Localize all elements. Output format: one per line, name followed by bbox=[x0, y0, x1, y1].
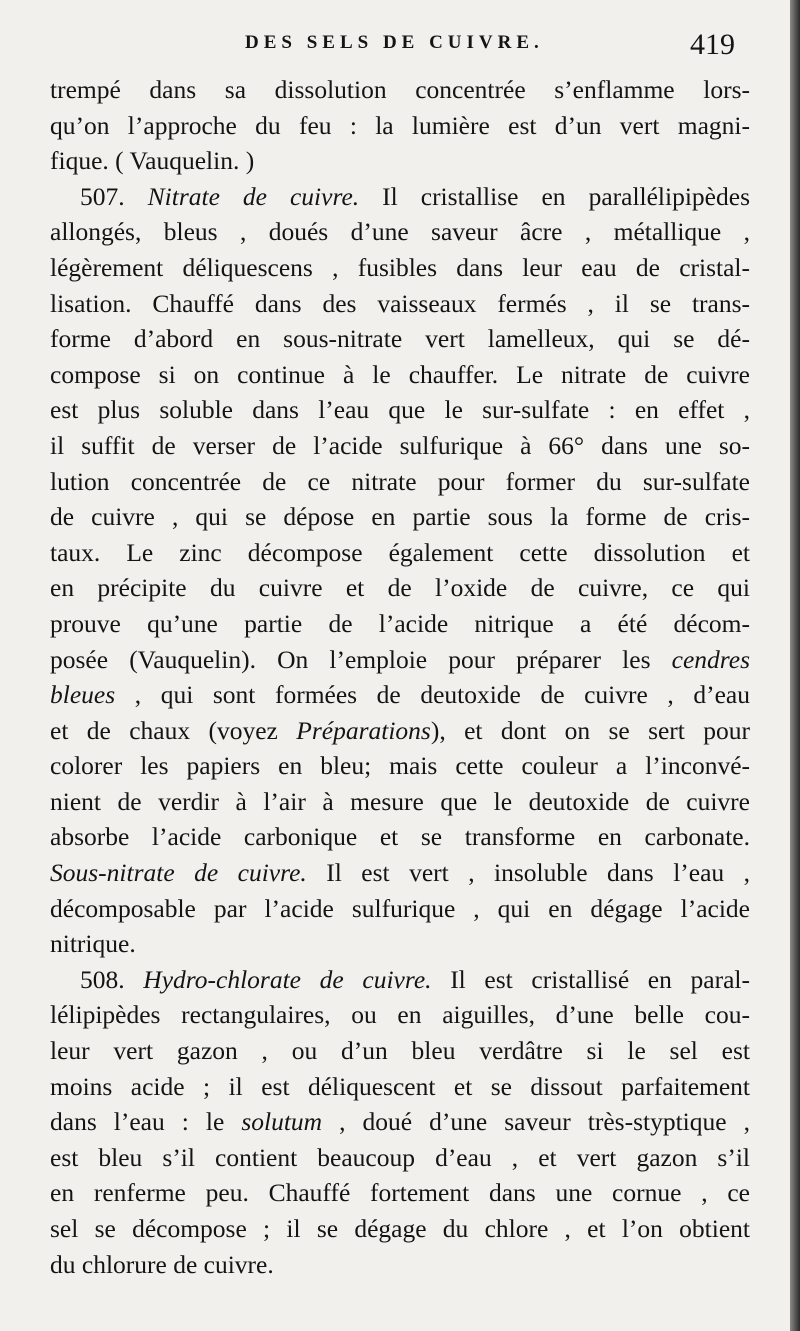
text-line bbox=[50, 926, 750, 962]
text-segment: fique. ( Vauquelin. ) bbox=[50, 146, 255, 176]
text-segment: compose si on continue à le chauffer. Le nitrate de cuivre bbox=[50, 359, 750, 389]
text-line bbox=[50, 392, 750, 428]
page-edge bbox=[790, 0, 800, 1331]
italic-text: bleues bbox=[50, 680, 116, 710]
text-line bbox=[50, 891, 750, 927]
text-segment: de cuivre , qui se dépose en partie sous la forme de cris- bbox=[50, 502, 750, 532]
text-segment: nient de verdir à l’air à mesure que le deutoxide de cuivre bbox=[50, 786, 750, 816]
text-line bbox=[50, 1140, 750, 1176]
italic-text: Hydro-chlorate de cuivre. bbox=[143, 964, 432, 994]
text-line bbox=[50, 997, 750, 1033]
text-line bbox=[50, 464, 750, 500]
text-line bbox=[50, 784, 750, 820]
text-line bbox=[50, 179, 750, 215]
text-line bbox=[50, 143, 750, 179]
text-segment: 508. bbox=[80, 964, 144, 994]
text-segment: ), et dont on se sert pour bbox=[430, 715, 750, 745]
text-segment: allongés, bleus , doués d’une saveur âcre , métallique , bbox=[50, 217, 750, 247]
text-segment: et de chaux (voyez bbox=[50, 715, 297, 745]
italic-text: solutum bbox=[241, 1107, 323, 1137]
text-line bbox=[50, 570, 750, 606]
text-line bbox=[50, 1069, 750, 1105]
text-line bbox=[50, 108, 750, 144]
text-segment: en renferme peu. Chauffé fortement dans une cornue , ce bbox=[50, 1178, 750, 1208]
text-segment: en précipite du cuivre et de l’oxide de cuivre, ce qui bbox=[50, 573, 750, 603]
text-segment: Il cristallise en parallélipipèdes bbox=[359, 181, 750, 211]
text-segment: nitrique. bbox=[50, 929, 136, 959]
text-segment: dans l’eau : le bbox=[50, 1107, 242, 1137]
text-segment: taux. Le zinc décompose également cette dissolution et bbox=[50, 537, 750, 567]
text-segment: Il est vert , insoluble dans l’eau , bbox=[306, 858, 750, 888]
text-segment: lisation. Chauffé dans des vaisseaux fermés , il se trans- bbox=[50, 288, 750, 318]
text-line bbox=[50, 677, 750, 713]
text-segment: moins acide ; il est déliquescent et se dissout parfaitement bbox=[50, 1071, 750, 1101]
text-segment: leur vert gazon , ou d’un bleu verdâtre si le sel est bbox=[50, 1036, 750, 1066]
text-segment: Il est cristallisé en paral- bbox=[431, 964, 750, 994]
text-line bbox=[50, 499, 750, 535]
text-segment: posée (Vauquelin). On l’emploie pour préparer les bbox=[50, 644, 672, 674]
text-line bbox=[50, 286, 750, 322]
text-line bbox=[50, 428, 750, 464]
text-segment: il suffit de verser de l’acide sulfurique à 66° dans une so- bbox=[50, 430, 750, 460]
text-segment: lélipipèdes rectangulaires, ou en aiguilles, d’une belle cou- bbox=[50, 1000, 750, 1030]
page-header bbox=[0, 28, 790, 68]
italic-text: cendres bbox=[671, 644, 750, 674]
page-number: 419 bbox=[690, 28, 735, 61]
italic-text: Préparations bbox=[296, 715, 431, 745]
text-segment: décomposable par l’acide sulfurique , qui en dégage l’acide bbox=[50, 893, 750, 923]
text-segment: est bleu s’il contient beaucoup d’eau , et vert gazon s’il bbox=[50, 1142, 750, 1172]
text-segment: colorer les papiers en bleu; mais cette couleur a l’inconvé- bbox=[50, 751, 750, 781]
text-segment: , qui sont formées de deutoxide de cuivre , d’eau bbox=[115, 680, 750, 710]
text-segment: , doué d’une saveur très-styptique , bbox=[322, 1107, 750, 1137]
text-segment: légèrement déliquescens , fusibles dans leur eau de cristal- bbox=[50, 252, 750, 282]
text-line bbox=[50, 357, 750, 393]
text-segment: qu’on l’approche du feu : la lumière est d’un vert magni- bbox=[50, 110, 750, 140]
text-line bbox=[50, 1211, 750, 1247]
text-line bbox=[50, 606, 750, 642]
text-line bbox=[50, 535, 750, 571]
text-segment: du chlorure de cuivre. bbox=[50, 1249, 274, 1279]
text-segment: forme d’abord en sous-nitrate vert lamelleux, qui se dé- bbox=[50, 324, 750, 354]
running-head: DES SELS DE CUIVRE. bbox=[245, 32, 544, 53]
text-segment: 507. bbox=[80, 181, 148, 211]
text-line bbox=[50, 819, 750, 855]
italic-text: Sous-nitrate de cuivre. bbox=[50, 858, 307, 888]
text-line bbox=[50, 250, 750, 286]
text-line bbox=[50, 1033, 750, 1069]
text-line bbox=[50, 1175, 750, 1211]
text-line bbox=[50, 321, 750, 357]
text-segment: prouve qu’une partie de l’acide nitrique a été décom- bbox=[50, 608, 750, 638]
text-line bbox=[50, 642, 750, 678]
text-line bbox=[50, 748, 750, 784]
text-line bbox=[50, 713, 750, 749]
text-line bbox=[50, 72, 750, 108]
text-line bbox=[50, 1247, 750, 1283]
text-line bbox=[50, 1104, 750, 1140]
text-line bbox=[50, 962, 750, 998]
text-line bbox=[50, 214, 750, 250]
italic-text: Nitrate de cuivre. bbox=[147, 181, 360, 211]
text-segment: absorbe l’acide carbonique et se transforme en carbonate. bbox=[50, 822, 750, 852]
text-segment: lution concentrée de ce nitrate pour former du sur-sulfate bbox=[50, 466, 750, 496]
text-segment: sel se décompose ; il se dégage du chlore , et l’on obtient bbox=[50, 1214, 750, 1243]
body-text bbox=[50, 72, 750, 1282]
text-line bbox=[50, 855, 750, 891]
text-segment: trempé dans sa dissolution concentrée s’enflamme lors- bbox=[50, 75, 750, 104]
text-segment: est plus soluble dans l’eau que le sur-sulfate : en effet , bbox=[50, 395, 750, 425]
